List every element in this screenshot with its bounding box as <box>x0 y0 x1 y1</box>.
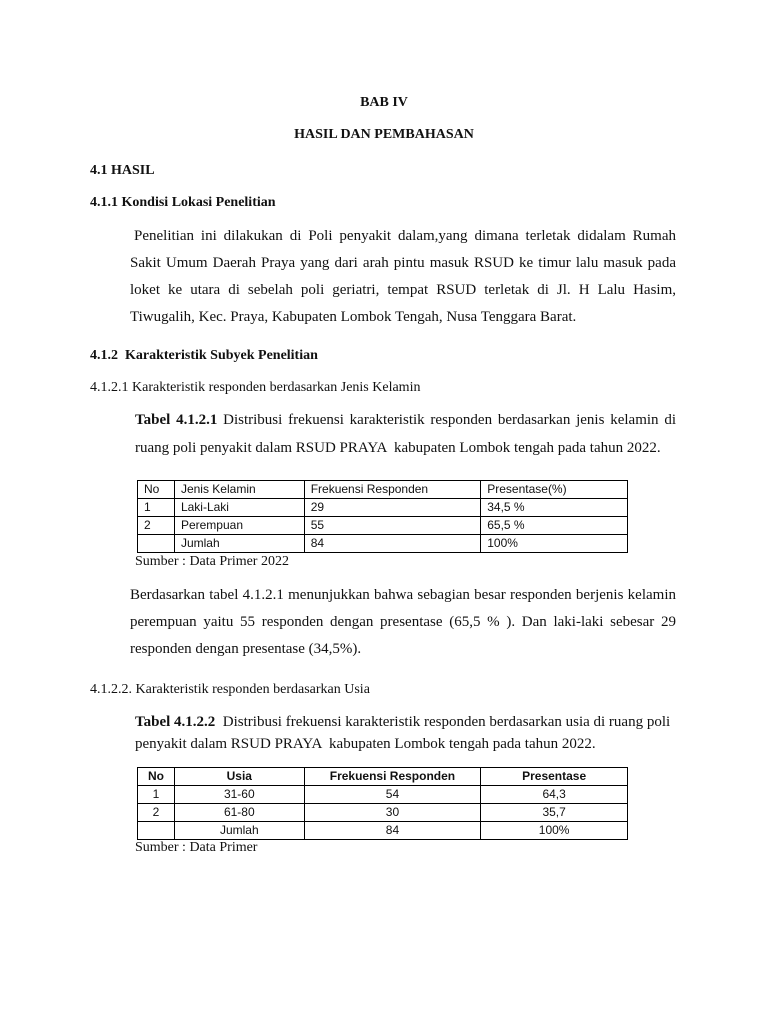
chapter-title: HASIL DAN PEMBAHASAN <box>294 127 474 142</box>
table-row <box>138 786 628 804</box>
caption-line <box>135 714 676 731</box>
table-header-row <box>138 481 628 499</box>
gender-table <box>137 480 628 553</box>
subsection-heading-location: 4.1.1 Kondisi Lokasi Penelitian <box>90 195 276 210</box>
table-header-cell: No <box>138 481 175 499</box>
table-cell: 1 <box>138 786 175 804</box>
caption-label: Tabel 4.1.2.1 <box>135 412 218 428</box>
gender-table-caption <box>135 412 676 462</box>
paragraph-line: responden dengan presentase (34,5%). <box>130 641 362 657</box>
paragraph-line: Sakit Umum Daerah Praya yang dari arah pintu masuk RSUD ke timur lalu masuk pada <box>130 255 676 271</box>
table-cell: 31-60 <box>174 786 304 804</box>
table-cell <box>138 535 175 553</box>
table-cell: 100% <box>481 822 628 840</box>
paragraph-line: loket ke utara di sebelah poli geriatri, tempat RSUD terletak di Jl. H Lalu Hasim, <box>130 282 676 298</box>
table-cell: Perempuan <box>174 517 304 535</box>
paragraph-line: Berdasarkan tabel 4.1.2.1 menunjukkan bahwa sebagian besar responden berjenis kelamin <box>130 587 676 603</box>
table-header-cell: Frekuensi Responden <box>304 481 481 499</box>
table-cell: 55 <box>304 517 481 535</box>
table-cell: 29 <box>304 499 481 517</box>
table-cell: 84 <box>304 822 481 840</box>
subsection-heading-subjects: 4.1.2 Karakteristik Subyek Penelitian <box>90 348 318 363</box>
table-total-row <box>138 535 628 553</box>
paragraph-line: perempuan yaitu 55 responden dengan presentase (65,5 % ). Dan laki-laki sebesar 29 <box>130 614 676 630</box>
table-cell: 61-80 <box>174 804 304 822</box>
gender-table-source: Sumber : Data Primer 2022 <box>135 554 289 569</box>
table-cell: 2 <box>138 517 175 535</box>
table-cell: 54 <box>304 786 481 804</box>
table-row <box>138 499 628 517</box>
table-header-cell: Frekuensi Responden <box>304 768 481 786</box>
table-cell: 35,7 <box>481 804 628 822</box>
table-cell: Laki-Laki <box>174 499 304 517</box>
gender-paragraph <box>130 587 676 662</box>
table-header-row <box>138 768 628 786</box>
location-paragraph <box>130 228 676 328</box>
table-cell: 100% <box>481 535 628 553</box>
paragraph-line: Tiwugalih, Kec. Praya, Kabupaten Lombok Tengah, Nusa Tenggara Barat. <box>130 309 577 325</box>
table-header-cell: Jenis Kelamin <box>174 481 304 499</box>
table-cell: 64,3 <box>481 786 628 804</box>
caption-line <box>135 412 676 429</box>
table-row <box>138 804 628 822</box>
table-header-cell: Presentase <box>481 768 628 786</box>
table-cell: 84 <box>304 535 481 553</box>
table-cell: 30 <box>304 804 481 822</box>
table-cell <box>138 822 175 840</box>
paragraph-line: Penelitian ini dilakukan di Poli penyakit dalam,yang dimana terletak didalam Rumah <box>134 228 676 244</box>
age-table <box>137 767 628 840</box>
age-table-caption <box>135 714 676 759</box>
caption-text: Distribusi frekuensi karakteristik responden berdasarkan usia di ruang poli <box>215 714 671 730</box>
table-cell: 34,5 % <box>481 499 628 517</box>
age-table-source: Sumber : Data Primer <box>135 840 258 855</box>
table-row <box>138 517 628 535</box>
age-heading: 4.1.2.2. Karakteristik responden berdasarkan Usia <box>90 682 370 697</box>
table-header-cell: Presentase(%) <box>481 481 628 499</box>
table-cell: 65,5 % <box>481 517 628 535</box>
caption-label: Tabel 4.1.2.2 <box>135 714 216 730</box>
table-cell: Jumlah <box>174 535 304 553</box>
table-cell: 2 <box>138 804 175 822</box>
caption-line: penyakit dalam RSUD PRAYA kabupaten Lombok tengah pada tahun 2022. <box>135 736 596 752</box>
caption-line: ruang poli penyakit dalam RSUD PRAYA kabupaten Lombok tengah pada tahun 2022. <box>135 440 661 456</box>
chapter-number: BAB IV <box>360 95 408 110</box>
gender-heading: 4.1.2.1 Karakteristik responden berdasarkan Jenis Kelamin <box>90 380 421 395</box>
table-total-row <box>138 822 628 840</box>
table-cell: Jumlah <box>174 822 304 840</box>
table-header-cell: Usia <box>174 768 304 786</box>
caption-text: Distribusi frekuensi karakteristik responden berdasarkan jenis kelamin di <box>217 412 676 428</box>
table-cell: 1 <box>138 499 175 517</box>
table-header-cell: No <box>138 768 175 786</box>
section-heading: 4.1 HASIL <box>90 163 155 178</box>
